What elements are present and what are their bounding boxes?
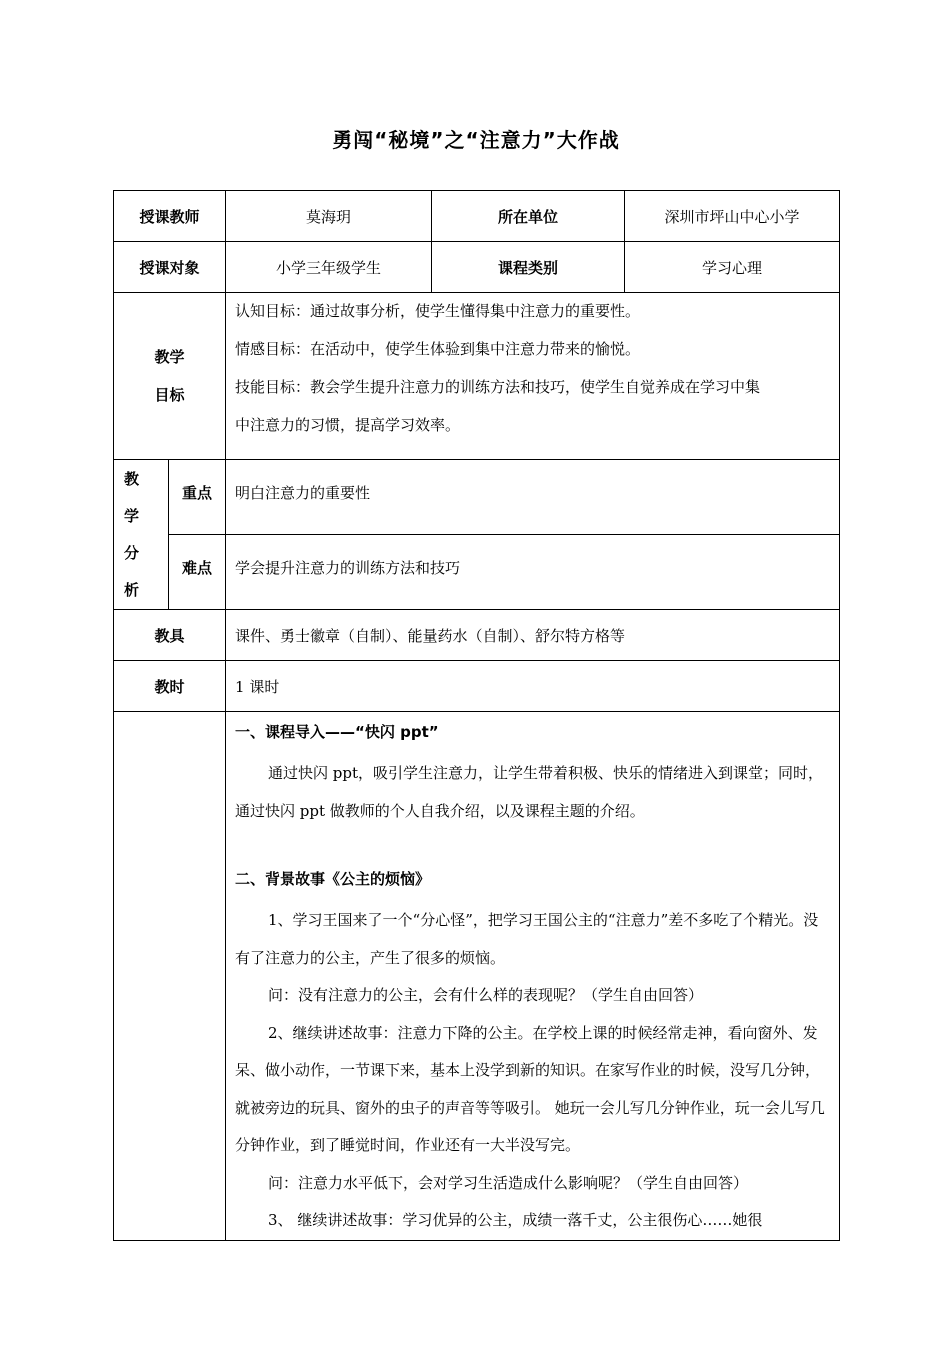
row-teacher: [114, 191, 840, 242]
goal-skill-cont: 中注意力的习惯，提高学习效率。: [235, 416, 461, 434]
row-goals: [114, 293, 840, 460]
audience-label: 授课对象: [114, 242, 226, 293]
teacher-value: 莫海玥: [226, 191, 432, 242]
category-label: 课程类别: [432, 242, 625, 293]
goal-emotional: 情感目标：在活动中，使学生体验到集中注意力带来的愉悦。: [235, 340, 641, 358]
goal-cognitive: 认知目标：通过故事分析，使学生懂得集中注意力的重要性。: [235, 302, 641, 320]
key-point-label: 重点: [169, 460, 226, 535]
analysis-char-1: 教: [124, 469, 140, 488]
lesson-plan-table: [113, 190, 840, 1241]
goals-content: [226, 293, 840, 460]
row-hours: [114, 661, 840, 712]
process-content: [226, 712, 840, 1241]
row-audience: [114, 242, 840, 293]
hours-value: 1 课时: [226, 661, 840, 712]
analysis-char-2: 学: [124, 506, 140, 525]
analysis-char-3: 分: [124, 543, 140, 562]
row-tools: [114, 610, 840, 661]
page-title: 勇闯“秘境”之“注意力”大作战: [332, 128, 620, 152]
hours-label: 教时: [114, 661, 226, 712]
tools-label: 教具: [114, 610, 226, 661]
section2-question-1: 问：没有注意力的公主，会有什么样的表现呢？（学生自由回答）: [268, 986, 704, 1004]
section2-paragraph-2: 2、继续讲述故事：注意力下降的公主。在学校上课的时候经常走神，看向窗外、发呆、做小动作，一节课下来，基本上没学到新的知识。在家写作业的时候，没写几分钟，就被旁边的玩具、窗外的虫子的声音等等吸引。 她玩一会儿写几分钟作业，玩一会儿写几分钟作业，到了睡觉时间，作业还有一大半没写完。: [235, 1023, 825, 1154]
row-key-point: [114, 460, 840, 535]
section2-paragraph-3: 3、 继续讲述故事：学习优异的公主，成绩一落千丈，公主很伤心……她很: [268, 1211, 763, 1229]
audience-value: 小学三年级学生: [226, 242, 432, 293]
analysis-label: [114, 460, 169, 610]
tools-value: 课件、勇士徽章（自制）、能量药水（自制）、舒尔特方格等: [226, 610, 840, 661]
section2-title: 二、背景故事《公主的烦恼》: [235, 870, 431, 888]
goals-label-line1: 教学: [154, 348, 185, 366]
unit-value: 深圳市坪山中心小学: [625, 191, 840, 242]
goal-skill: 技能目标：教会学生提升注意力的训练方法和技巧，使学生自觉养成在学习中集: [235, 378, 761, 396]
goals-label: [114, 293, 226, 460]
row-difficulty: [114, 535, 840, 610]
section2-question-2: 问：注意力水平低下，会对学习生活造成什么影响呢？（学生自由回答）: [268, 1173, 749, 1192]
process-label-cell: [114, 712, 226, 1241]
row-process: [114, 712, 840, 1241]
category-value: 学习心理: [625, 242, 840, 293]
analysis-char-4: 析: [124, 580, 140, 599]
goals-label-line2: 目标: [154, 386, 185, 404]
difficulty-value: 学会提升注意力的训练方法和技巧: [226, 535, 840, 610]
key-point-value: 明白注意力的重要性: [226, 460, 840, 535]
section1-paragraph: 通过快闪 ppt，吸引学生注意力，让学生带着积极、快乐的情绪进入到课堂；同时，通过快闪 ppt 做教师的个人自我介绍，以及课程主题的介绍。: [235, 764, 824, 820]
difficulty-label: 难点: [169, 535, 226, 610]
unit-label: 所在单位: [432, 191, 625, 242]
teacher-label: 授课教师: [114, 191, 226, 242]
section2-paragraph-1: 1、学习王国来了一个“分心怪”，把学习王国公主的“注意力”差不多吃了个精光。没有了注意力的公主，产生了很多的烦恼。: [235, 911, 819, 967]
section1-title: 一、课程导入——“快闪 ppt”: [235, 723, 439, 741]
